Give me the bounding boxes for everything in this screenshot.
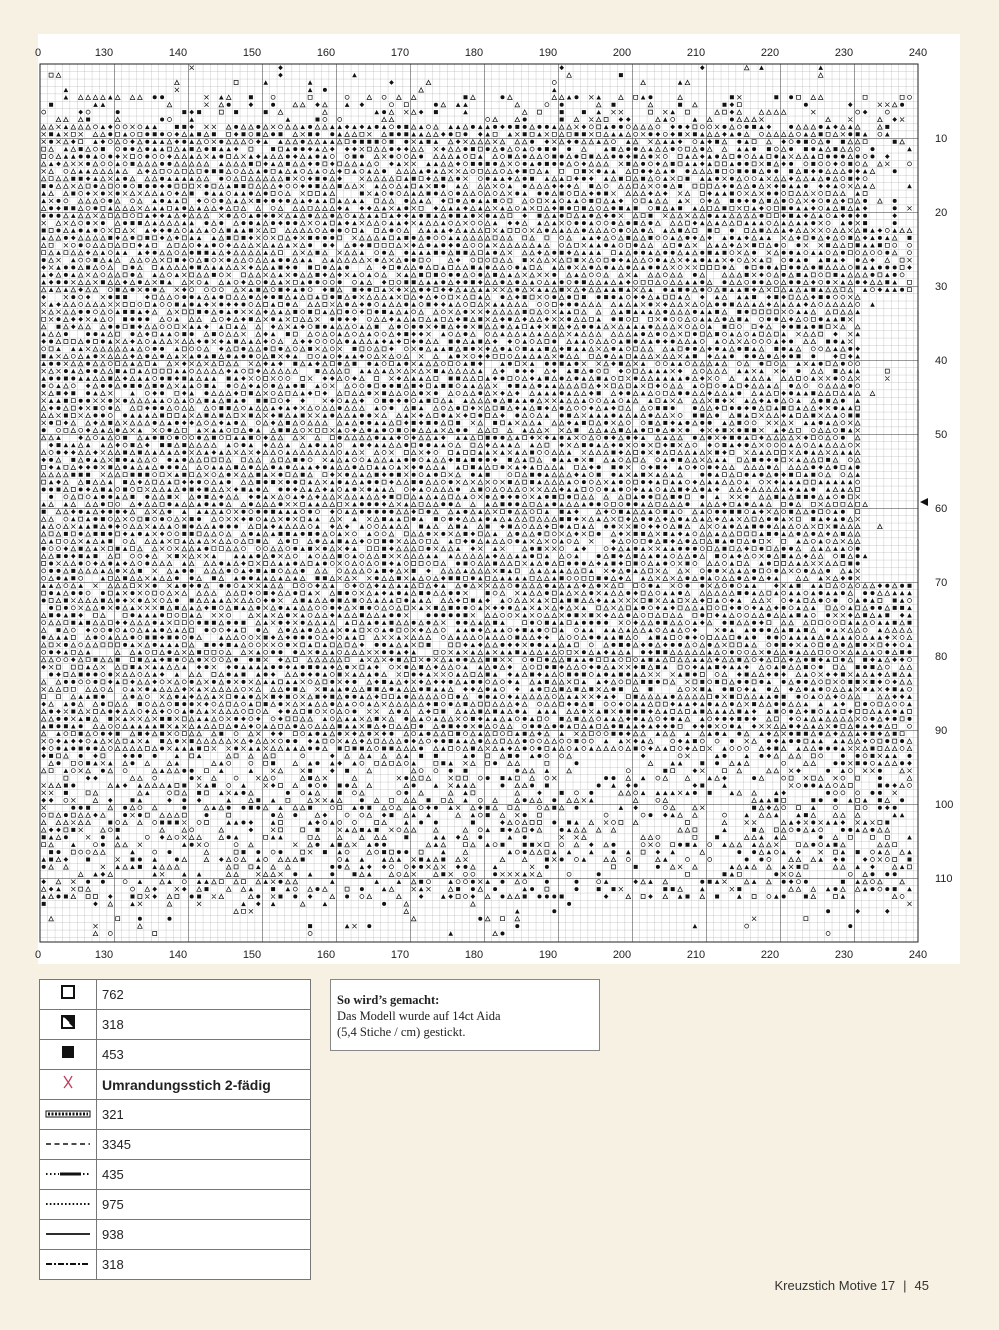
top-axis bbox=[35, 47, 927, 59]
legend-label: 453 bbox=[97, 1040, 311, 1070]
right-axis-label: 110 bbox=[935, 873, 953, 885]
legend-label: 321 bbox=[97, 1100, 311, 1130]
instruction-note bbox=[330, 979, 600, 1051]
top-axis-label: 210 bbox=[686, 47, 706, 59]
top-axis-label: 170 bbox=[390, 47, 410, 59]
top-axis-label: 0 bbox=[34, 47, 42, 59]
dashed-line-icon bbox=[40, 1130, 97, 1160]
bottom-axis bbox=[35, 949, 927, 961]
legend-row bbox=[40, 1160, 311, 1190]
legend-label: 318 bbox=[97, 1010, 311, 1040]
top-axis-label: 240 bbox=[908, 47, 928, 59]
legend-label: 435 bbox=[97, 1160, 311, 1190]
pattern-grid bbox=[34, 34, 960, 964]
top-axis-label: 160 bbox=[316, 47, 336, 59]
legend-table bbox=[39, 979, 311, 1280]
right-axis-label: 30 bbox=[935, 281, 948, 293]
right-axis-label: 20 bbox=[935, 207, 948, 219]
legend-label: 3345 bbox=[97, 1130, 311, 1160]
dotted-line-icon bbox=[40, 1190, 97, 1220]
right-axis-label: 40 bbox=[935, 355, 948, 367]
page-footer bbox=[774, 1278, 929, 1293]
red-cross-stitch-icon bbox=[40, 1070, 97, 1100]
top-axis-label: 230 bbox=[834, 47, 854, 59]
bottom-axis-label: 150 bbox=[242, 949, 262, 961]
bottom-axis-label: 240 bbox=[908, 949, 928, 961]
page-number: 45 bbox=[914, 1278, 929, 1293]
right-axis-label: 90 bbox=[935, 725, 948, 737]
bottom-axis-label: 190 bbox=[538, 949, 558, 961]
bottom-axis-label: 140 bbox=[168, 949, 188, 961]
open-square-icon bbox=[40, 980, 97, 1010]
center-marker-right bbox=[920, 498, 928, 506]
legend-row bbox=[40, 1190, 311, 1220]
right-axis bbox=[935, 133, 953, 885]
half-filled-square-icon bbox=[40, 1010, 97, 1040]
right-axis-label: 80 bbox=[935, 651, 948, 663]
bottom-axis-label: 200 bbox=[612, 949, 632, 961]
legend-row bbox=[40, 1100, 311, 1130]
bottom-axis-label: 230 bbox=[834, 949, 854, 961]
legend-label: 318 bbox=[97, 1250, 311, 1280]
grid-major bbox=[40, 64, 918, 942]
solid-line-icon bbox=[40, 1220, 97, 1250]
legend-row bbox=[40, 1070, 311, 1100]
top-axis-label: 140 bbox=[168, 47, 188, 59]
top-axis-label: 200 bbox=[612, 47, 632, 59]
right-axis-label: 100 bbox=[935, 799, 954, 811]
top-axis-label: 180 bbox=[464, 47, 484, 59]
filled-square-icon bbox=[40, 1040, 97, 1070]
legend-label: 975 bbox=[97, 1190, 311, 1220]
cross-stitch-chart bbox=[34, 34, 960, 964]
legend-row bbox=[40, 1010, 311, 1040]
legend-label: 938 bbox=[97, 1220, 311, 1250]
dash-dot-line-icon bbox=[40, 1250, 97, 1280]
bottom-axis-label: 170 bbox=[390, 949, 410, 961]
legend-row bbox=[40, 1130, 311, 1160]
top-axis-label: 190 bbox=[538, 47, 558, 59]
bottom-axis-label: 160 bbox=[316, 949, 336, 961]
right-axis-label: 60 bbox=[935, 503, 948, 515]
top-axis-label: 130 bbox=[94, 47, 114, 59]
note-line-1: Das Modell wurde auf 14ct Aida bbox=[337, 1009, 501, 1023]
bottom-axis-label: 210 bbox=[686, 949, 706, 961]
magazine-title: Kreuzstich Motive 17 bbox=[774, 1278, 896, 1293]
note-line-2: (5,4 Stiche / cm) gestickt. bbox=[337, 1025, 466, 1039]
bottom-axis-label: 130 bbox=[94, 949, 114, 961]
footer-separator: | bbox=[903, 1278, 907, 1293]
top-axis-label: 150 bbox=[242, 47, 262, 59]
dotted-bar-line-icon bbox=[40, 1100, 97, 1130]
legend-row bbox=[40, 1040, 311, 1070]
legend-label: 762 bbox=[97, 980, 311, 1010]
right-axis-label: 10 bbox=[935, 133, 948, 145]
legend-row bbox=[40, 1250, 311, 1280]
dot-dash-thick-line-icon bbox=[40, 1160, 97, 1190]
right-axis-label: 50 bbox=[935, 429, 948, 441]
bottom-axis-label: 220 bbox=[760, 949, 780, 961]
top-axis-label: 220 bbox=[760, 47, 780, 59]
legend-row bbox=[40, 980, 311, 1010]
note-title: So wird’s gemacht: bbox=[337, 993, 440, 1007]
legend-row bbox=[40, 1220, 311, 1250]
legend-label: Umrandungsstich 2-fädig bbox=[97, 1070, 311, 1100]
bottom-axis-label: 180 bbox=[464, 949, 484, 961]
bottom-axis-label: 0 bbox=[34, 949, 42, 961]
right-axis-label: 70 bbox=[935, 577, 948, 589]
